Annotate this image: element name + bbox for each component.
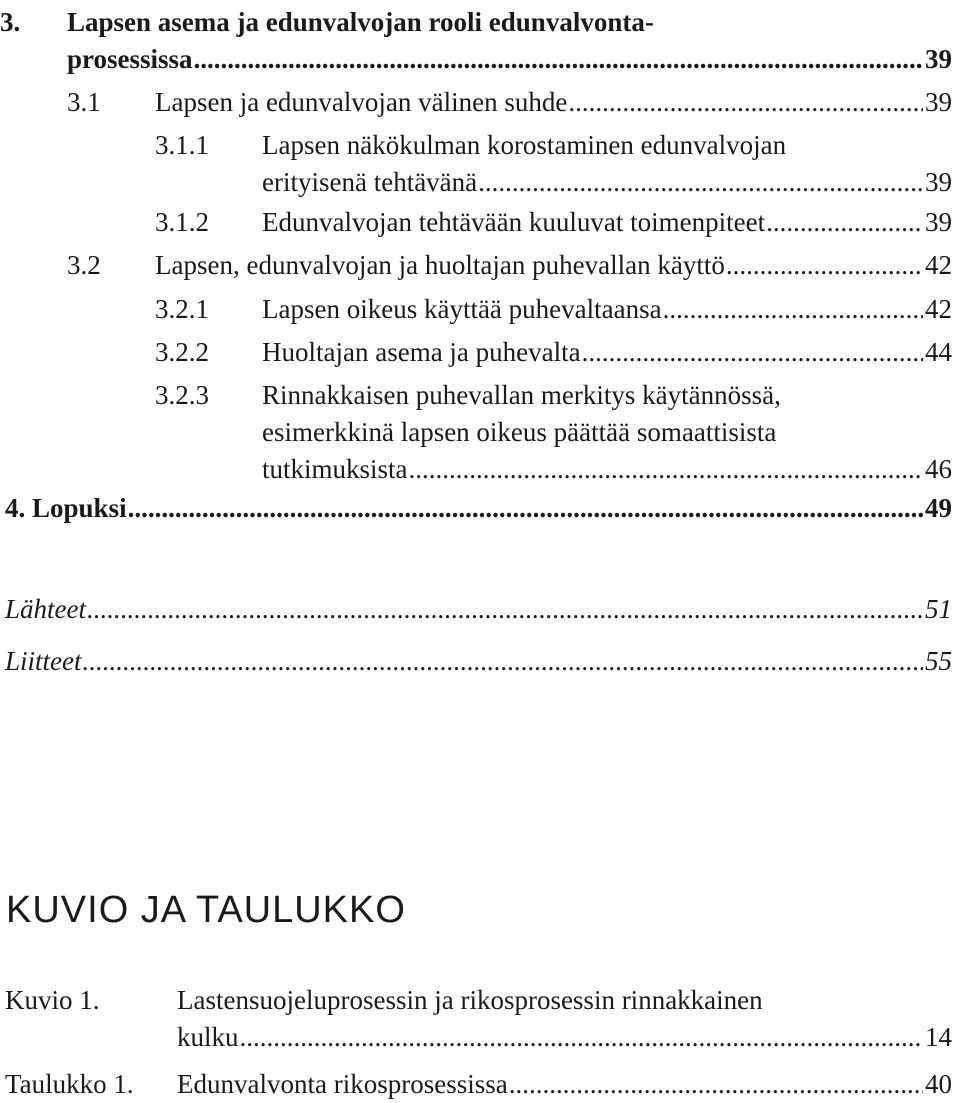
toc-entry-3-1-1[interactable] [0, 127, 952, 201]
leader-dots [240, 1019, 923, 1056]
toc-title-line: Edunvalvonta rikosprosessissa ..... 40 [177, 1066, 952, 1103]
toc-page-number: 39 [925, 207, 952, 237]
figures-heading: KUVIO JA TAULUKKO [6, 889, 406, 931]
leader-dots [582, 334, 923, 371]
leader-dots [409, 451, 923, 488]
toc-title-line: prosessissa ..... 39 [67, 41, 952, 78]
toc-page-number: 42 [925, 250, 952, 280]
toc-page-number: 46 [925, 454, 952, 484]
toc-title-line: Lastensuojeluprosessin ja rikosprosessin rinnakkainen [177, 985, 763, 1015]
toc-page-number: 40 [925, 1069, 952, 1099]
toc-page-number: 49 [925, 493, 952, 523]
figure-label: Kuvio 1. [5, 985, 100, 1015]
figure-entry-kuvio-1[interactable] [0, 982, 952, 1056]
toc-title-line: 4. Lopuksi ..... 49 [5, 490, 952, 527]
toc-title-line: Lapsen näkökulman korostaminen edunvalvojan [262, 130, 787, 160]
toc-title-line: Huoltajan asema ja puhevalta ..... 44 [262, 334, 952, 371]
toc-entry-3-1[interactable] [0, 84, 952, 121]
toc-entry-3-1-2[interactable] [0, 204, 952, 241]
toc-number: 3.2 [67, 250, 101, 280]
toc-page-number: 42 [925, 294, 952, 324]
toc-title-line: Lähteet ..... 51 [5, 591, 952, 628]
table-entry-taulukko-1[interactable] [0, 1066, 952, 1103]
toc-title-line: Lapsen ja edunvalvojan välinen suhde ..... 39 [155, 84, 952, 121]
table-label: Taulukko 1. [5, 1069, 134, 1099]
toc-entry-3-2-1[interactable] [0, 291, 952, 328]
toc-entry-sources[interactable] [0, 591, 952, 628]
toc-entry-chapter-4[interactable] [0, 490, 952, 527]
toc-title-line: kulku ..... 14 [177, 1019, 952, 1056]
toc-title-line: Lapsen, edunvalvojan ja huoltajan puhevallan käyttö ..... 42 [155, 247, 952, 284]
leader-dots [663, 291, 923, 328]
toc-entry-3-2[interactable] [0, 247, 952, 284]
toc-number: 3.2.3 [155, 380, 209, 410]
toc-title-line: Lapsen oikeus käyttää puhevaltaansa ..... 42 [262, 291, 952, 328]
toc-entry-3-2-2[interactable] [0, 334, 952, 371]
toc-entry-3-2-3[interactable] [0, 377, 952, 488]
leader-dots [568, 84, 923, 121]
toc-number: 3.1.2 [155, 207, 209, 237]
toc-page-number: 39 [925, 167, 952, 197]
leader-dots [509, 1066, 923, 1103]
toc-page-number: 51 [925, 594, 952, 624]
toc-entry-appendices[interactable] [0, 643, 952, 680]
leader-dots [128, 490, 923, 527]
leader-dots [478, 164, 923, 201]
leader-dots [766, 204, 923, 241]
toc-number: 3.1 [67, 87, 101, 117]
toc-number: 3.1.1 [155, 130, 209, 160]
toc-entry-chapter-3[interactable] [0, 4, 952, 78]
toc-title-line: Lapsen asema ja edunvalvojan rooli edunvalvonta- [67, 7, 654, 37]
leader-dots [87, 591, 923, 628]
toc-page-number: 55 [925, 646, 952, 676]
toc-page-number: 39 [925, 87, 952, 117]
leader-dots [194, 41, 923, 78]
toc-title-line: Rinnakkaisen puhevallan merkitys käytännössä, [262, 380, 781, 410]
toc-page-number: 39 [925, 44, 952, 74]
toc-title-line: esimerkkinä lapsen oikeus päättää somaattisista [262, 417, 777, 447]
toc-title-line: Edunvalvojan tehtävään kuuluvat toimenpiteet ..... 39 [262, 204, 952, 241]
toc-title-line: tutkimuksista ..... 46 [262, 451, 952, 488]
leader-dots [83, 643, 924, 680]
toc-number: 3. [0, 7, 21, 37]
leader-dots [726, 247, 923, 284]
toc-number: 3.2.1 [155, 294, 209, 324]
toc-title-line: erityisenä tehtävänä ..... 39 [262, 164, 952, 201]
toc-page-number: 44 [925, 337, 952, 367]
toc-title-line: Liitteet ..... 55 [5, 643, 952, 680]
toc-page-number: 14 [925, 1022, 952, 1052]
toc-number: 3.2.2 [155, 337, 209, 367]
